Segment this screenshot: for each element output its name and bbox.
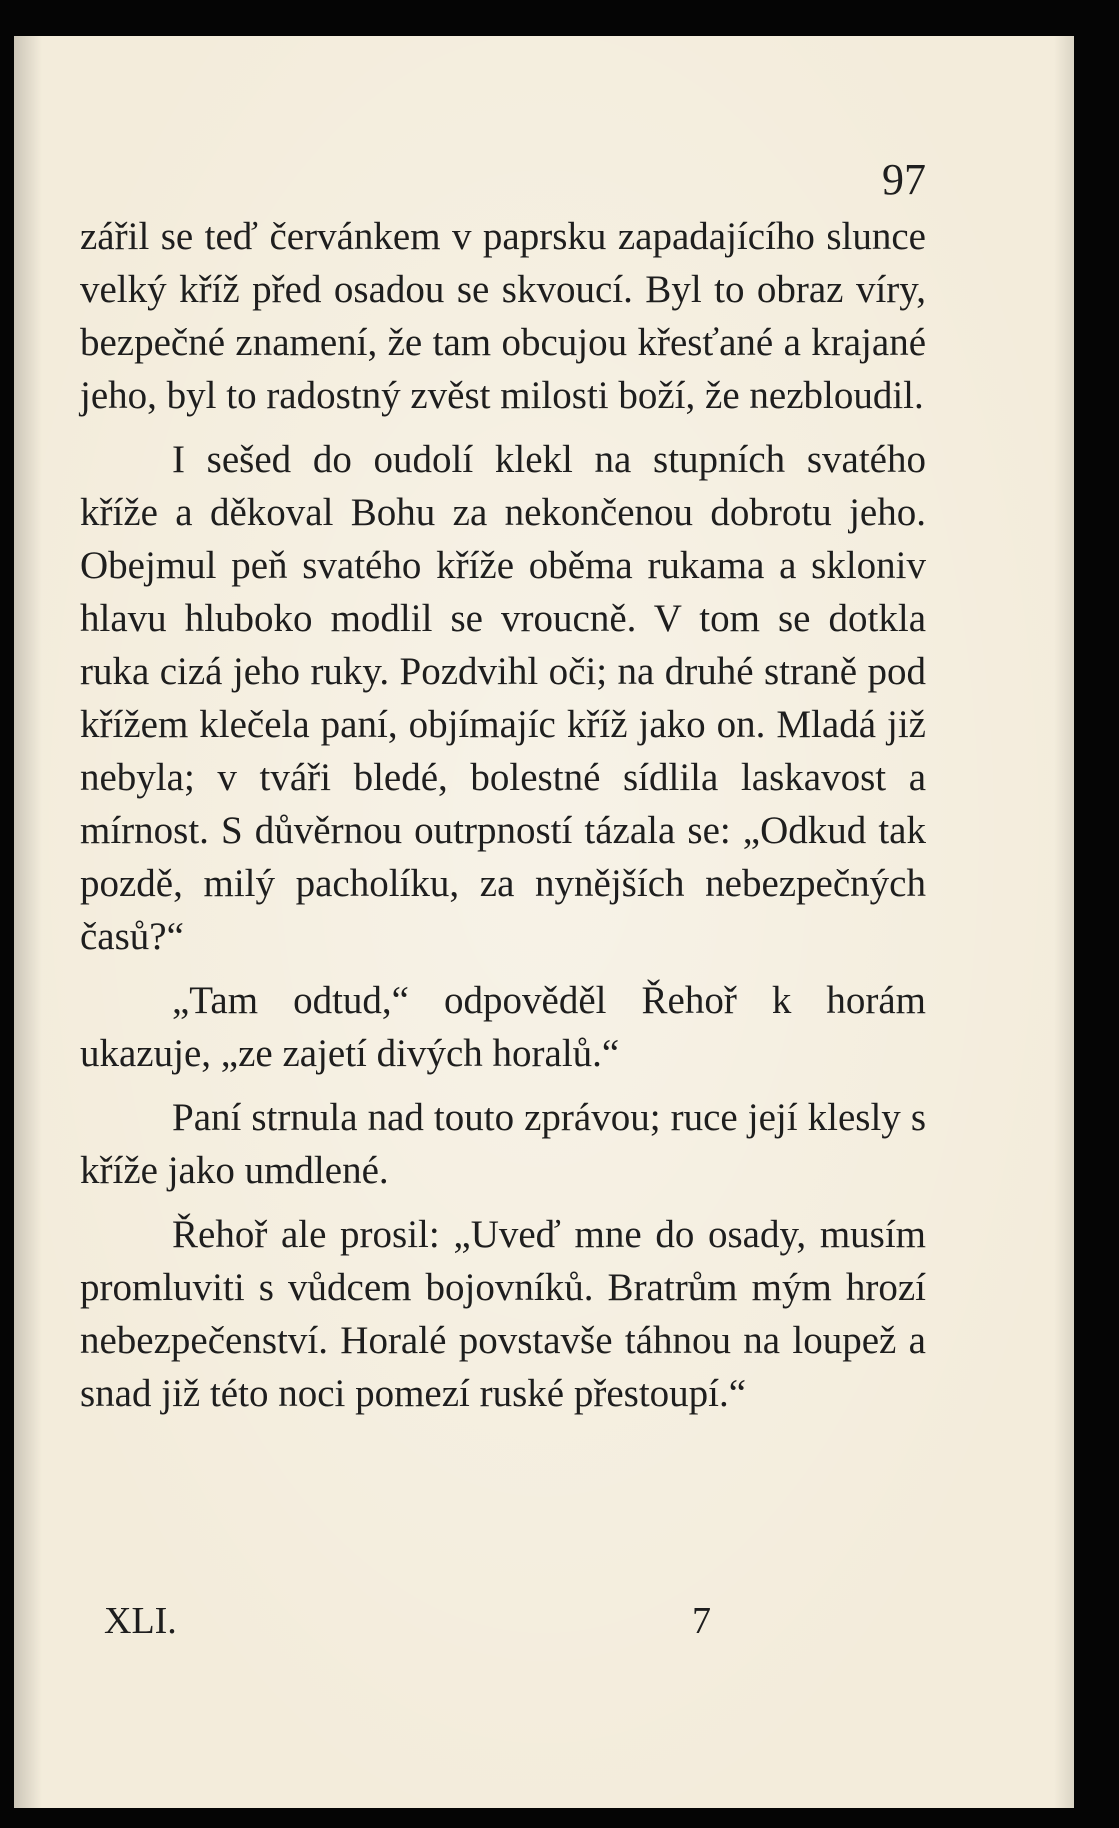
paragraph-2: I sešed do oudolí klekl na stupních svatého kříže a děkoval Bohu za nekončenou dobrotu jeho. Obejmul peň svatého kříže oběma rukama a skloniv hlavu hluboko modlil se vroucně. V tom se dotkla ruka cizá jeho ruky. Pozdvihl oči; na druhé straně pod křížem klečela paní, objímajíc kříž jako on. Mladá již nebyla; v tváři bledé, bolestné sídlila laskavost a mírnost. S důvěrnou outrpností tázala se: „Odkud tak pozdě, milý pacholíku, za nynějších nebezpečných časů?“: [80, 438, 926, 958]
paragraph-1: zářil se teď červánkem v paprsku zapadajícího slunce velký kříž před osadou se skvoucí. Byl to obraz víry, bezpečné znamení, že tam obcujou křesťané a krajané jeho, byl to radostný zvěst milosti boží, že nezbloudil.: [80, 215, 926, 417]
paragraph-4: Paní strnula nad touto zprávou; ruce její klesly s kříže jako umdlené.: [80, 1096, 926, 1192]
book-page: [14, 36, 1074, 1808]
paragraph-3: „Tam odtud,“ odpověděl Řehoř k horám ukazuje, „ze zajetí divých horalů.“: [80, 979, 926, 1075]
page-number: 97: [882, 155, 926, 204]
body-text: [80, 210, 926, 1431]
paragraph-5: Řehoř ale prosil: „Uveď mne do osady, musím promluviti s vůdcem bojovníků. Bratrům mým hrozí nebezpečenství. Horalé povstavše táhnou na loupež a snad již této noci pomezí ruské přestoupí.“: [80, 1213, 926, 1415]
signature-mark: XLI.: [104, 1600, 177, 1642]
sheet-number: 7: [692, 1600, 711, 1642]
